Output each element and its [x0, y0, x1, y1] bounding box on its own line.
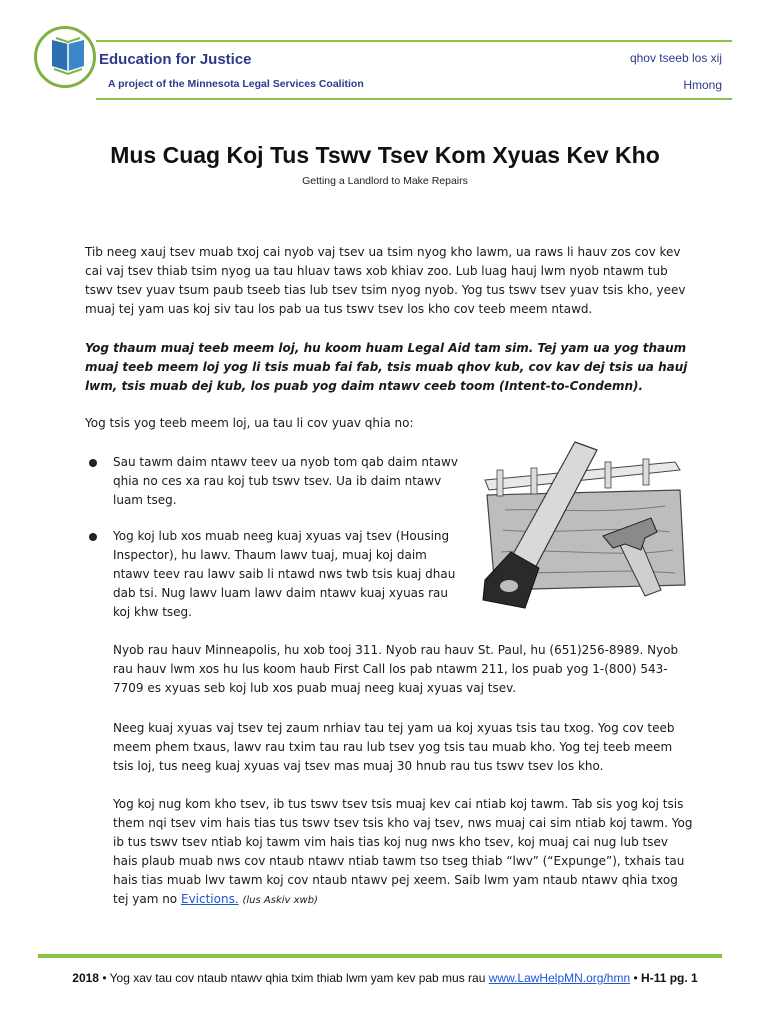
eviction-paragraph — [113, 795, 693, 910]
bullet-dot-icon — [89, 459, 97, 467]
brand-title: Education for Justice — [99, 51, 252, 68]
footer-rule — [38, 954, 722, 958]
bullet-dot-icon — [89, 533, 97, 541]
footer-text: Yog xav tau cov ntaub ntawv qhia txim thiab lwm yam kev pab mus rau — [109, 971, 486, 985]
bullet-item-1: Sau tawm daim ntawv teev ua nyob tom qab daim ntawv qhia no ces xa rau koj tub tswv tsev. Ua ib daim ntawv luam tseg. — [113, 455, 458, 507]
intro-paragraph: Tib neeg xauj tsev muab txoj cai nyob vaj tsev ua tsim nyog kho lawm, ua raws li hauv zos cov kev cai vaj tsev thiab tsim nyog ua tau hluav taws xob khiav zoo. Lub luag hauj lwm nyob ntawm tub tswv tsev yuav tsum paub tseeb tias lub tsev tsim nyog nyob. Yog tus tswv tsev yuav tsis kho, yeev muaj tej yam uas koj siv tau los pab ua tus tswv tsev los kho cov teeb meem ntawd. — [85, 245, 686, 316]
handsaw-hammer-lumber-illustration — [475, 440, 690, 615]
emergency-paragraph: Yog thaum muaj teeb meem loj, hu koom huam Legal Aid tam sim. Tej yam ua yog thaum muaj teeb meem loj yog li tsis muab fai fab, tsis muab qhov kub, cov kav dej tsis ua hauj lwm, tsis muab dej kub, los puab yog daim ntawv ceeb toom (Intent-to-Condemn). — [85, 341, 688, 393]
footer-separator: • — [102, 971, 107, 985]
evictions-link[interactable]: Evictions. — [180, 892, 239, 906]
english-only-note: (lus Askiv xwb) — [242, 895, 318, 906]
footer-year: 2018 — [72, 971, 99, 985]
eviction-text: Yog koj nug kom kho tsev, ib tus tswv tsev tsis muaj kev cai ntiab koj tawm. Tab sis yog koj tsis them nqi tsev vim hais tias tus tswv tsev tsis kho vaj tsev, nws muaj cai sim ntiab koj tawm. Yog ib tus tswv tsev ntiab koj tawm vim hais tias koj nug nws kho tsev, koj muaj cai nug lub tsev hais plaub muab nws cov ntaub ntawv ntiab tawm tso tseg thiab “lwv” (“Expunge”), txhais tau hais tias muab lwv tawm koj cov ntaub ntawv pej xeem. Saib lwm yam ntaub ntawv qhia txog tej yam no — [113, 797, 693, 906]
page-subtitle: Getting a Landlord to Make Repairs — [302, 175, 468, 187]
header-rule — [96, 40, 732, 100]
page-title: Mus Cuag Koj Tus Tswv Tsev Kom Xyuas Kev Kho — [110, 142, 660, 168]
inspector-paragraph: Neeg kuaj xyuas vaj tsev tej zaum nrhiav tau tej yam ua koj xyuas tsis tau txog. Yog cov teeb meem phem txaus, lawv rau txim tau rau lub tsev yog tsis tau muab kho. Yog tej teeb meem tsis loj, tus neeg kuaj xyuas vaj tsev mas muaj 30 hnub rau tus tswv tsev los kho. — [113, 721, 675, 773]
brand-subtitle: A project of the Minnesota Legal Services Coalition — [108, 78, 364, 90]
page-number: H-11 pg. 1 — [641, 971, 698, 985]
footer-separator: • — [633, 971, 638, 985]
language-label: Hmong — [683, 78, 722, 92]
lead-paragraph: Yog tsis yog teeb meem loj, ua tau li cov yuav qhia no: — [85, 416, 414, 430]
phone-numbers-paragraph: Nyob rau hauv Minneapolis, hu xob tooj 311. Nyob rau hauv St. Paul, hu (651)256-8989. Nyob rau hauv lwm xos hu lus koom haub First Call los pab ntawm 211, los puab yog 1-(800) 543-7709 es xyuas seb koj lub xos puab muaj neeg kuaj xyuas vaj tsev. — [113, 643, 679, 695]
lawhelp-link[interactable]: www.LawHelpMN.org/hmn — [488, 971, 631, 985]
footer — [0, 971, 770, 985]
education-for-justice-logo — [48, 36, 88, 78]
header-tagline: qhov tseeb los xij — [629, 51, 722, 65]
bullet-item-2: Yog koj lub xos muab neeg kuaj xyuas vaj tsev (Housing Inspector), hu lawv. Thaum lawv tuaj, muaj koj daim ntawv teev rau lawv saib li ntawd nws twb tsis kuaj dhau dab tsi. Nug lawv luam lawv daim ntawv kuaj xyuas rau koj khw tseg. — [113, 529, 456, 619]
